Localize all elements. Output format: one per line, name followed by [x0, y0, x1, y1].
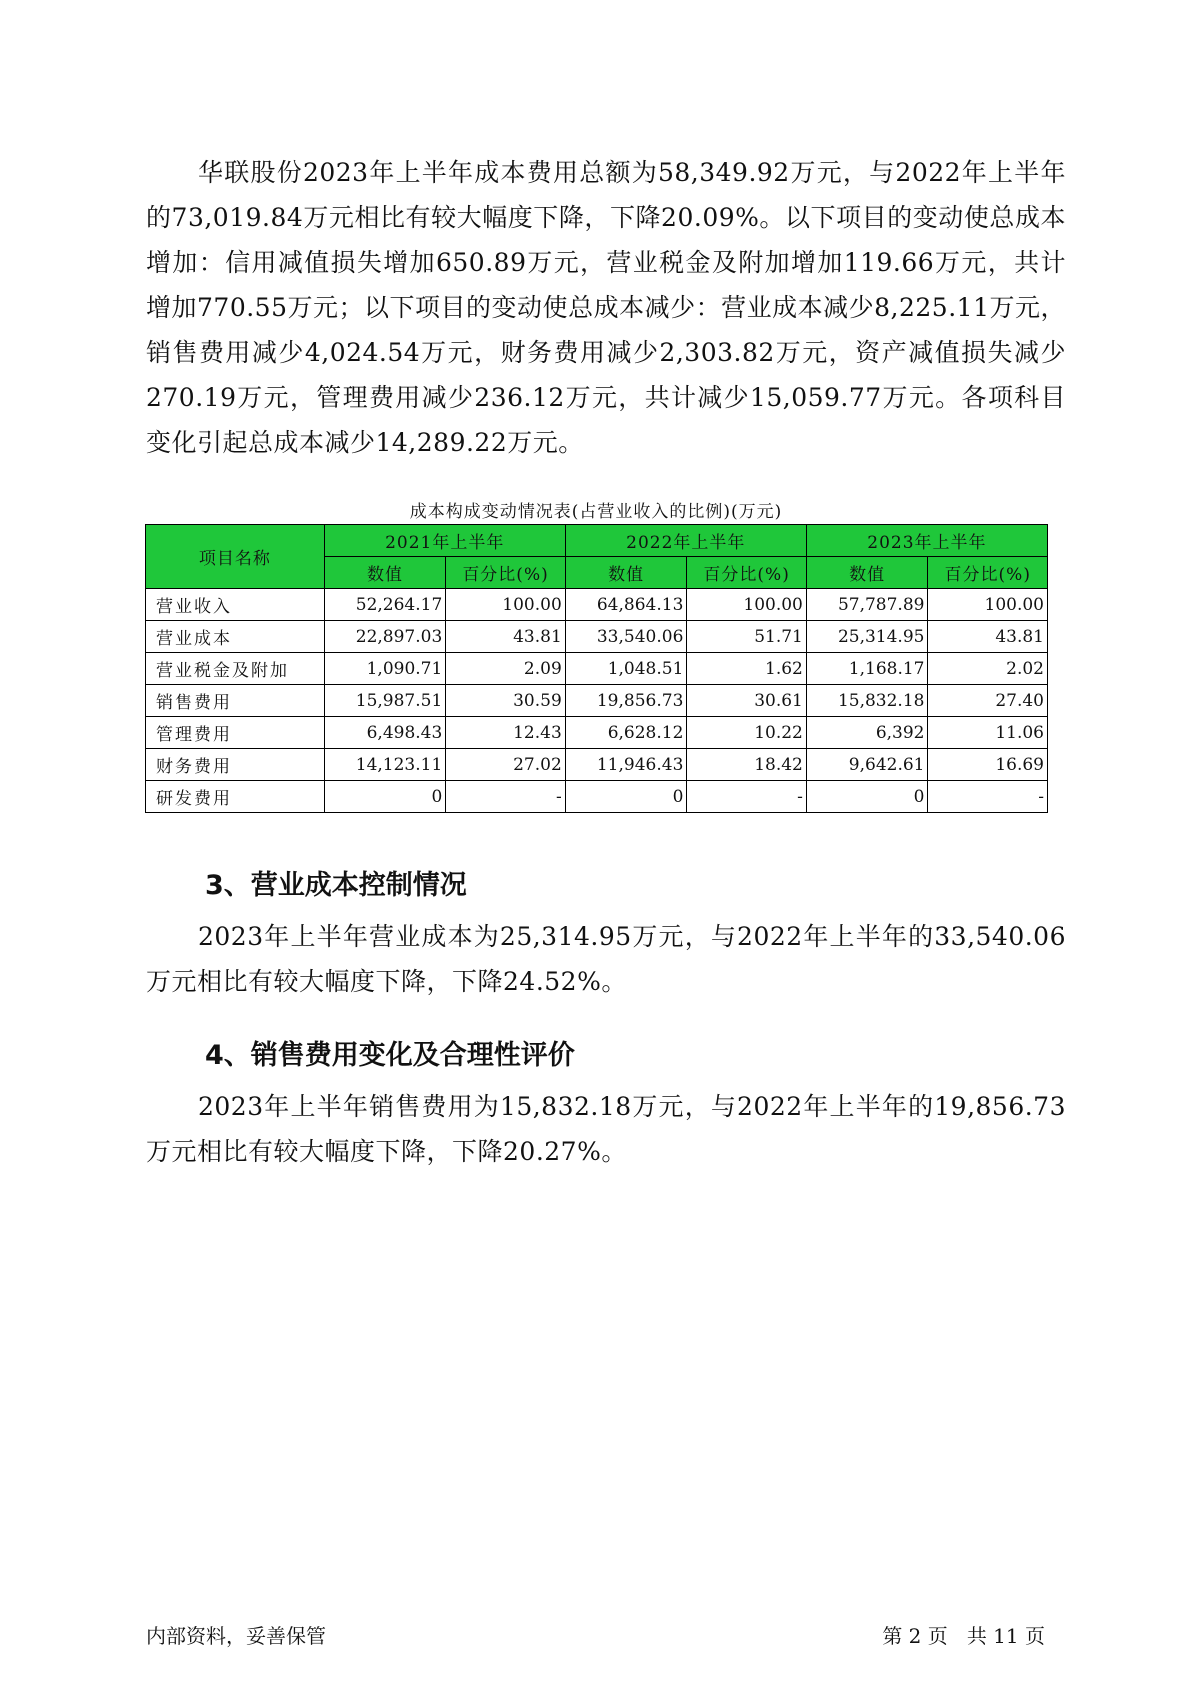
percent-cell: 10.22 — [687, 717, 806, 749]
percent-cell: 12.43 — [446, 717, 565, 749]
percent-cell: 100.00 — [928, 589, 1048, 621]
percent-cell: 2.09 — [446, 653, 565, 685]
percent-cell: 51.71 — [687, 621, 806, 653]
percent-cell: 1.62 — [687, 653, 806, 685]
footer-confidential-note: 内部资料，妥善保管 — [146, 1624, 326, 1648]
value-cell: 64,864.13 — [565, 589, 687, 621]
section-4-heading: 4、销售费用变化及合理性评价 — [205, 1040, 575, 1071]
value-cell: 25,314.95 — [806, 621, 928, 653]
percent-cell: - — [446, 781, 565, 813]
value-cell: 6,628.12 — [565, 717, 687, 749]
value-cell: 14,123.11 — [324, 749, 446, 781]
percent-cell: 43.81 — [446, 621, 565, 653]
row-label: 营业成本 — [146, 621, 325, 653]
cost-structure-table — [145, 524, 1048, 813]
table-caption: 成本构成变动情况表(占营业收入的比例)(万元) — [409, 502, 783, 522]
value-cell: 52,264.17 — [324, 589, 446, 621]
value-cell: 6,392 — [806, 717, 928, 749]
percent-cell: 27.40 — [928, 685, 1048, 717]
value-cell: 22,897.03 — [324, 621, 446, 653]
value-cell: 1,090.71 — [324, 653, 446, 685]
percent-cell: - — [687, 781, 806, 813]
table-header-row-years — [146, 525, 1048, 557]
percent-subheader: 百分比(%) — [687, 557, 806, 589]
percent-cell: 100.00 — [687, 589, 806, 621]
value-cell: 19,856.73 — [565, 685, 687, 717]
value-cell: 57,787.89 — [806, 589, 928, 621]
value-cell: 15,987.51 — [324, 685, 446, 717]
value-cell: 1,048.51 — [565, 653, 687, 685]
value-cell: 6,498.43 — [324, 717, 446, 749]
table-row — [146, 653, 1048, 685]
value-cell: 0 — [324, 781, 446, 813]
value-cell: 0 — [806, 781, 928, 813]
table-row — [146, 589, 1048, 621]
value-subheader: 数值 — [806, 557, 928, 589]
table-row — [146, 621, 1048, 653]
row-label: 管理费用 — [146, 717, 325, 749]
percent-cell: 11.06 — [928, 717, 1048, 749]
table-row — [146, 685, 1048, 717]
row-label: 营业税金及附加 — [146, 653, 325, 685]
table-row — [146, 781, 1048, 813]
value-cell: 0 — [565, 781, 687, 813]
percent-cell: 43.81 — [928, 621, 1048, 653]
table-row — [146, 749, 1048, 781]
value-cell: 15,832.18 — [806, 685, 928, 717]
value-cell: 1,168.17 — [806, 653, 928, 685]
row-label: 财务费用 — [146, 749, 325, 781]
value-cell: 11,946.43 — [565, 749, 687, 781]
section-3-heading: 3、营业成本控制情况 — [205, 870, 467, 901]
item-name-header: 项目名称 — [146, 525, 325, 589]
row-label: 研发费用 — [146, 781, 325, 813]
value-subheader: 数值 — [324, 557, 446, 589]
percent-cell: 18.42 — [687, 749, 806, 781]
year-header-2023: 2023年上半年 — [806, 525, 1047, 557]
value-cell: 9,642.61 — [806, 749, 928, 781]
section-3-paragraph: 2023年上半年营业成本为25,314.95万元，与2022年上半年的33,540.06万元相比有较大幅度下降，下降24.52%。 — [146, 922, 1066, 996]
percent-cell: 2.02 — [928, 653, 1048, 685]
value-cell: 33,540.06 — [565, 621, 687, 653]
percent-cell: - — [928, 781, 1048, 813]
footer-page-number: 第 2 页 共 11 页 — [882, 1624, 1045, 1648]
percent-cell: 30.59 — [446, 685, 565, 717]
value-subheader: 数值 — [565, 557, 687, 589]
cost-summary-paragraph: 华联股份2023年上半年成本费用总额为58,349.92万元，与2022年上半年的73,019.84万元相比有较大幅度下降，下降20.09%。以下项目的变动使总成本增加：信用减值损失增加650.89万元，营业税金及附加增加119.66万元，共计增加770.55万元；以下项目的变动使总成本减少：营业成本减少8,225.11万元，销售费用减少4,024.54万元，财务费用减少2,303.82万元，资产减值损失减少270.19万元，管理费用减少236.12万元，共计减少15,059.77万元。各项科目变化引起总成本减少14,289.22万元。 — [146, 158, 1066, 457]
percent-subheader: 百分比(%) — [446, 557, 565, 589]
table-row — [146, 717, 1048, 749]
percent-subheader: 百分比(%) — [928, 557, 1048, 589]
percent-cell: 30.61 — [687, 685, 806, 717]
percent-cell: 100.00 — [446, 589, 565, 621]
percent-cell: 27.02 — [446, 749, 565, 781]
year-header-2021: 2021年上半年 — [324, 525, 565, 557]
section-4-paragraph: 2023年上半年销售费用为15,832.18万元，与2022年上半年的19,856.73万元相比有较大幅度下降，下降20.27%。 — [146, 1092, 1066, 1166]
row-label: 营业收入 — [146, 589, 325, 621]
year-header-2022: 2022年上半年 — [565, 525, 806, 557]
percent-cell: 16.69 — [928, 749, 1048, 781]
row-label: 销售费用 — [146, 685, 325, 717]
